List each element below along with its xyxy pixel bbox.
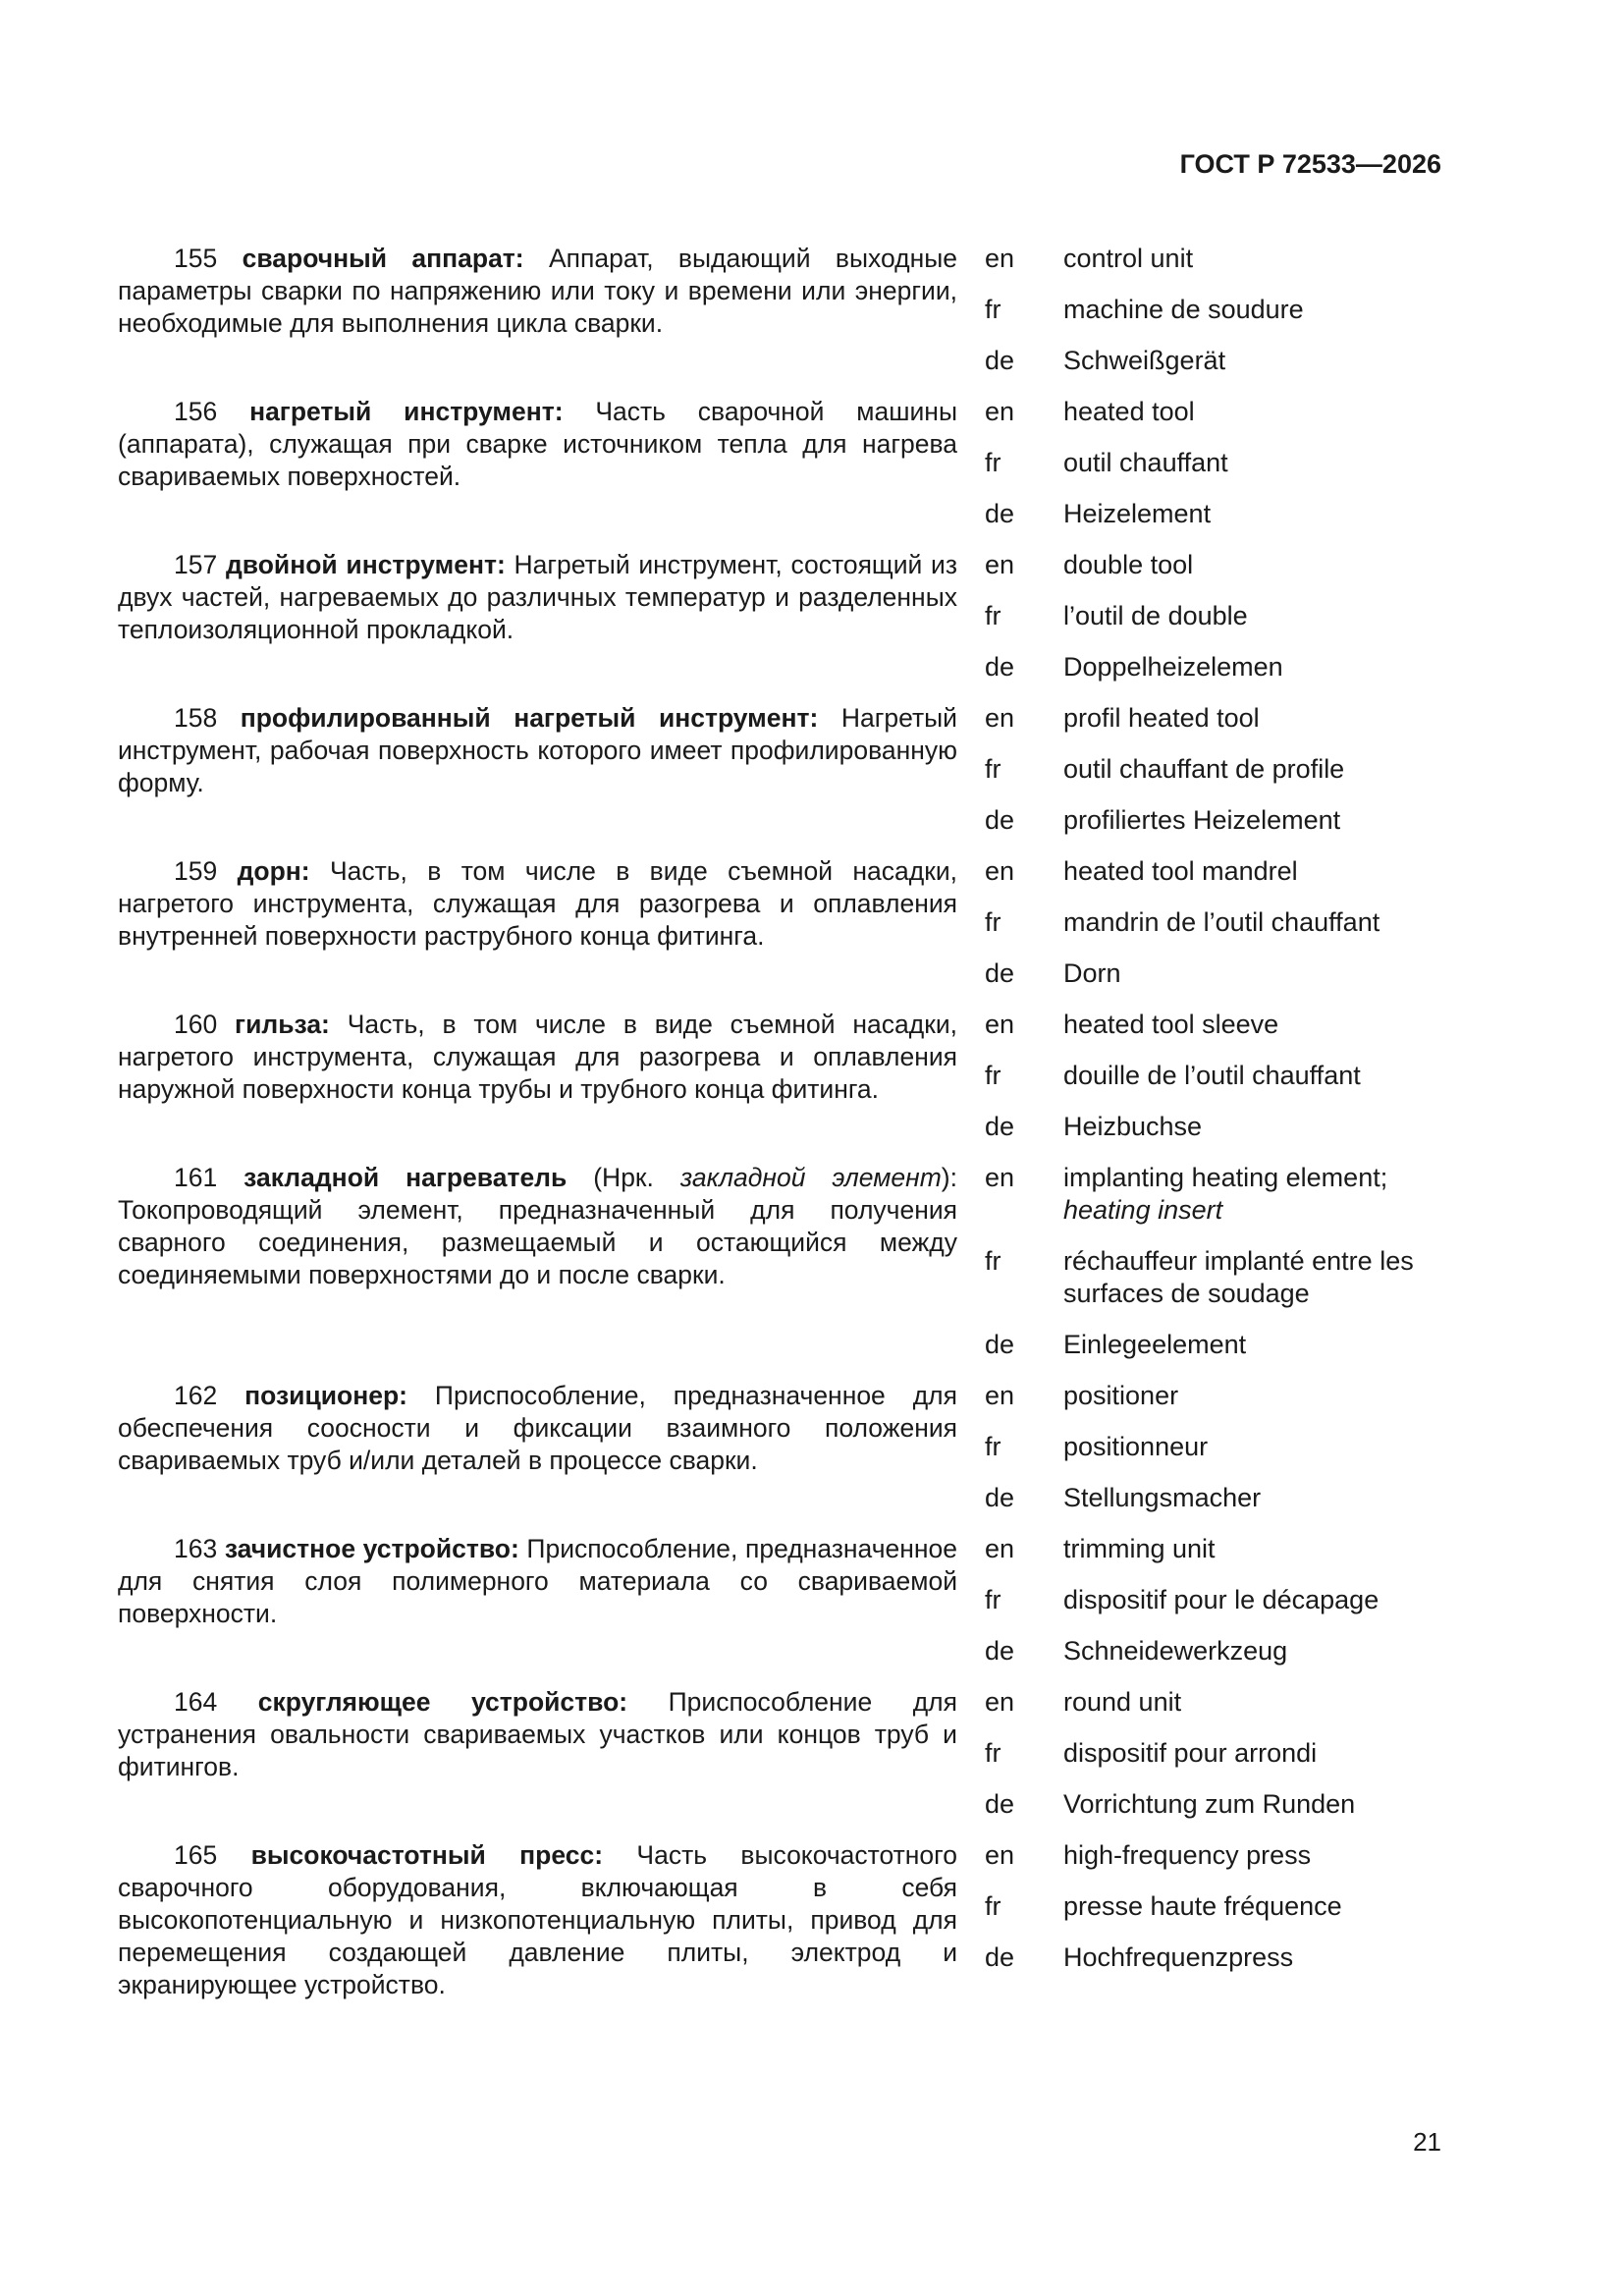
term-entry — [118, 1533, 1443, 1686]
translation-en-text — [1063, 1380, 1441, 1412]
term-definition — [118, 1839, 957, 2001]
term-name: позиционер: — [244, 1381, 407, 1410]
translation-en-main: heated tool mandrel — [1063, 856, 1298, 886]
term-translations — [985, 396, 1441, 549]
term-name: скругляющее устройство: — [257, 1687, 628, 1717]
translation-de — [985, 498, 1441, 530]
lang-code-de: de — [985, 958, 1015, 988]
lang-code-en: en — [985, 1381, 1015, 1410]
translation-fr-text: machine de soudure — [1063, 295, 1304, 324]
translation-fr — [985, 600, 1441, 632]
term-definition — [118, 855, 957, 1009]
translation-en — [985, 549, 1441, 581]
translation-de — [985, 345, 1441, 377]
term-name: закладной нагреватель — [243, 1163, 568, 1192]
translation-en-text — [1063, 1686, 1441, 1719]
translation-en-text — [1063, 1839, 1441, 1872]
translation-de — [985, 1111, 1441, 1143]
term-text: Приспособление, предназначенное для снятия слоя полимерного материала со свариваемой поверхности. — [118, 1534, 957, 1628]
translation-fr-text: outil chauffant — [1063, 448, 1228, 477]
translation-de — [985, 1635, 1441, 1667]
translation-de — [985, 651, 1441, 683]
term-translations — [985, 243, 1441, 396]
translation-fr-text: dispositif pour le décapage — [1063, 1585, 1380, 1614]
term-number: 164 — [174, 1687, 218, 1717]
translation-fr — [985, 1737, 1441, 1770]
translation-fr — [985, 1584, 1441, 1616]
translation-en — [985, 1533, 1441, 1565]
lang-code-de: de — [985, 1789, 1015, 1819]
term-name: дорн: — [237, 856, 310, 886]
lang-code-en: en — [985, 244, 1015, 273]
term-translations — [985, 702, 1441, 855]
term-entry — [118, 396, 1443, 549]
lang-code-fr: fr — [985, 907, 1001, 937]
term-number: 162 — [174, 1381, 218, 1410]
lang-code-fr: fr — [985, 1246, 1001, 1276]
term-translations — [985, 1009, 1441, 1162]
lang-code-de: de — [985, 1483, 1015, 1512]
term-translations — [985, 1686, 1441, 1839]
lang-code-en: en — [985, 1840, 1015, 1870]
translation-en-text — [1063, 243, 1441, 275]
translation-en-text — [1063, 549, 1441, 581]
translation-de-text: Dorn — [1063, 958, 1121, 988]
lang-code-en: en — [985, 397, 1015, 426]
lang-code-de: de — [985, 1942, 1015, 1972]
term-name: профилированный нагретый инструмент: — [240, 703, 819, 733]
term-number: 160 — [174, 1010, 218, 1039]
term-name: гильза: — [235, 1010, 330, 1039]
term-entry — [118, 702, 1443, 855]
term-definition — [118, 243, 957, 396]
lang-code-en: en — [985, 550, 1015, 579]
translation-de — [985, 957, 1441, 990]
translation-en-main: control unit — [1063, 244, 1194, 273]
term-text: Нагретый инструмент, состоящий из двух частей, нагреваемых до различных температур и разделенных теплоизоляционной прокладкой. — [118, 550, 957, 644]
translation-en-main: heated tool sleeve — [1063, 1010, 1279, 1039]
translation-fr-text: dispositif pour arrondi — [1063, 1738, 1318, 1768]
term-definition — [118, 1162, 957, 1380]
lang-code-en: en — [985, 1163, 1015, 1192]
translation-fr — [985, 906, 1441, 939]
lang-code-de: de — [985, 499, 1015, 528]
lang-code-fr: fr — [985, 754, 1001, 784]
translation-en-main: heated tool — [1063, 397, 1195, 426]
term-number: 155 — [174, 244, 218, 273]
translation-en-main: high-frequency press — [1063, 1840, 1312, 1870]
term-translations — [985, 855, 1441, 1009]
term-definition — [118, 396, 957, 549]
term-text-after: ): Токопроводящий элемент, предназначенный для получения сварного соединения, размещаемый и остающийся между соединяемыми поверхностями до и после сварки. — [118, 1163, 957, 1289]
lang-code-en: en — [985, 856, 1015, 886]
translation-en-text — [1063, 1533, 1441, 1565]
lang-code-en: en — [985, 1534, 1015, 1563]
translation-en-main: round unit — [1063, 1687, 1182, 1717]
document-header: ГОСТ Р 72533—2026 — [1179, 149, 1441, 179]
term-entry — [118, 1162, 1443, 1380]
translation-de-text: Heizelement — [1063, 499, 1212, 528]
term-entry — [118, 1380, 1443, 1533]
term-number: 158 — [174, 703, 218, 733]
term-entry — [118, 1839, 1443, 2001]
term-name: двойной инструмент: — [225, 550, 506, 579]
translation-en-main: double tool — [1063, 550, 1194, 579]
term-name: сварочный аппарат: — [242, 244, 524, 273]
term-definition — [118, 1380, 957, 1533]
translation-en — [985, 396, 1441, 428]
translation-de — [985, 1482, 1441, 1514]
lang-code-en: en — [985, 1687, 1015, 1717]
lang-code-fr: fr — [985, 1432, 1001, 1461]
term-entry — [118, 1009, 1443, 1162]
translation-en-main: profil heated tool — [1063, 703, 1260, 733]
term-definition — [118, 549, 957, 702]
translation-de — [985, 1941, 1441, 1974]
term-text: Часть, в том числе в виде съемной насадки, нагретого инструмента, служащая для разогрева и оплавления наружной поверхности конца трубы и трубного конца фитинга. — [118, 1010, 957, 1104]
term-text: Нагретый инструмент, рабочая поверхность которого имеет профилированную форму. — [118, 703, 957, 797]
term-definition — [118, 1686, 957, 1839]
term-entry — [118, 243, 1443, 396]
term-name: нагретый инструмент: — [249, 397, 564, 426]
lang-code-fr: fr — [985, 1738, 1001, 1768]
lang-code-fr: fr — [985, 295, 1001, 324]
translation-en-alt: heating insert — [1063, 1195, 1223, 1225]
translation-en-main: positioner — [1063, 1381, 1179, 1410]
term-text: Приспособление, предназначенное для обеспечения соосности и фиксации взаимного положения свариваемых труб и/или деталей в процессе сварки. — [118, 1381, 957, 1475]
term-text: Приспособление для устранения овальности свариваемых участков или концов труб и фитингов. — [118, 1687, 957, 1781]
term-translations — [985, 1380, 1441, 1533]
term-number: 156 — [174, 397, 218, 426]
term-italic-text: закладной элемент — [679, 1163, 942, 1192]
translation-fr-text: réchauffeur implanté entre les surfaces de soudage — [1063, 1246, 1414, 1308]
translation-de-text: Doppelheizelemen — [1063, 652, 1283, 682]
translation-fr-text: outil chauffant de profile — [1063, 754, 1345, 784]
translation-de — [985, 1329, 1441, 1361]
translation-fr-text: l’outil de double — [1063, 601, 1248, 630]
translation-de-text: Schneidewerkzeug — [1063, 1636, 1288, 1666]
term-number: 165 — [174, 1840, 218, 1870]
translation-en — [985, 702, 1441, 735]
translation-fr — [985, 1890, 1441, 1923]
term-definition — [118, 1009, 957, 1162]
translation-en — [985, 243, 1441, 275]
translation-en — [985, 1380, 1441, 1412]
term-number: 159 — [174, 856, 218, 886]
translation-fr-text: presse haute fréquence — [1063, 1891, 1342, 1921]
translation-fr-text: douille de l’outil chauffant — [1063, 1061, 1361, 1090]
translation-fr-text: positionneur — [1063, 1432, 1209, 1461]
translation-en-main: trimming unit — [1063, 1534, 1216, 1563]
lang-code-en: en — [985, 703, 1015, 733]
lang-code-de: de — [985, 652, 1015, 682]
translation-fr — [985, 1431, 1441, 1463]
lang-code-fr: fr — [985, 1061, 1001, 1090]
lang-code-fr: fr — [985, 448, 1001, 477]
term-definition — [118, 1533, 957, 1686]
term-translations — [985, 1162, 1441, 1380]
translation-de-text: Einlegeelement — [1063, 1330, 1247, 1359]
term-entry — [118, 549, 1443, 702]
term-translations — [985, 1839, 1441, 2001]
term-entry — [118, 1686, 1443, 1839]
term-text: Часть, в том числе в виде съемной насадки, нагретого инструмента, служащая для разогрева и оплавления внутренней поверхности раструбного конца фитинга. — [118, 856, 957, 951]
translation-fr — [985, 294, 1441, 326]
lang-code-de: de — [985, 1636, 1015, 1666]
term-text: Часть высокочастотного сварочного оборудования, включающая в себя высокопотенциальную и низкопотенциальную плиты, привод для перемещения создающей давление плиты, электрод и экранирующее устройство. — [118, 1840, 957, 1999]
term-text: Аппарат, выдающий выходные параметры сварки по напряжению или току и времени или энергии, необходимые для выполнения цикла сварки. — [118, 244, 957, 338]
translation-en — [985, 1009, 1441, 1041]
lang-code-fr: fr — [985, 1891, 1001, 1921]
lang-code-de: de — [985, 1330, 1015, 1359]
translation-de-text: profiliertes Heizelement — [1063, 805, 1341, 835]
translation-en-text — [1063, 855, 1441, 888]
translation-en — [985, 1839, 1441, 1872]
lang-code-fr: fr — [985, 1585, 1001, 1614]
translation-fr — [985, 1060, 1441, 1092]
translation-fr — [985, 1245, 1441, 1310]
translation-de — [985, 1788, 1441, 1821]
term-entry — [118, 855, 1443, 1009]
page-number: 21 — [1413, 2127, 1441, 2157]
term-number: 161 — [174, 1163, 218, 1192]
translation-en-text — [1063, 1009, 1441, 1041]
translation-en-text — [1063, 702, 1441, 735]
term-translations — [985, 1533, 1441, 1686]
lang-code-de: de — [985, 805, 1015, 835]
term-name: высокочастотный пресс: — [250, 1840, 604, 1870]
translation-de-text: Vorrichtung zum Runden — [1063, 1789, 1356, 1819]
translation-fr — [985, 753, 1441, 786]
lang-code-de: de — [985, 346, 1015, 375]
translation-de-text: Stellungsmacher — [1063, 1483, 1262, 1512]
term-number: 163 — [174, 1534, 218, 1563]
terms-list — [118, 243, 1443, 2001]
term-text: Часть сварочной машины (аппарата), служащая при сварке источником тепла для нагрева свариваемых поверхностей. — [118, 397, 957, 491]
translation-de-text: Schweißgerät — [1063, 346, 1226, 375]
translation-fr-text: mandrin de l’outil chauffant — [1063, 907, 1380, 937]
translation-fr — [985, 447, 1441, 479]
term-translations — [985, 549, 1441, 702]
translation-en — [985, 1686, 1441, 1719]
translation-de-text: Hochfrequenzpress — [1063, 1942, 1294, 1972]
lang-code-de: de — [985, 1112, 1015, 1141]
translation-de-text: Heizbuchse — [1063, 1112, 1203, 1141]
term-name: зачистное устройство: — [224, 1534, 519, 1563]
translation-de — [985, 804, 1441, 837]
translation-en-text — [1063, 1162, 1441, 1227]
term-definition — [118, 702, 957, 855]
translation-en-main: implanting heating element; — [1063, 1163, 1388, 1192]
translation-en — [985, 1162, 1441, 1227]
translation-en-text — [1063, 396, 1441, 428]
lang-code-en: en — [985, 1010, 1015, 1039]
term-text: (Нрк. — [567, 1163, 680, 1192]
translation-en — [985, 855, 1441, 888]
lang-code-fr: fr — [985, 601, 1001, 630]
term-number: 157 — [174, 550, 218, 579]
